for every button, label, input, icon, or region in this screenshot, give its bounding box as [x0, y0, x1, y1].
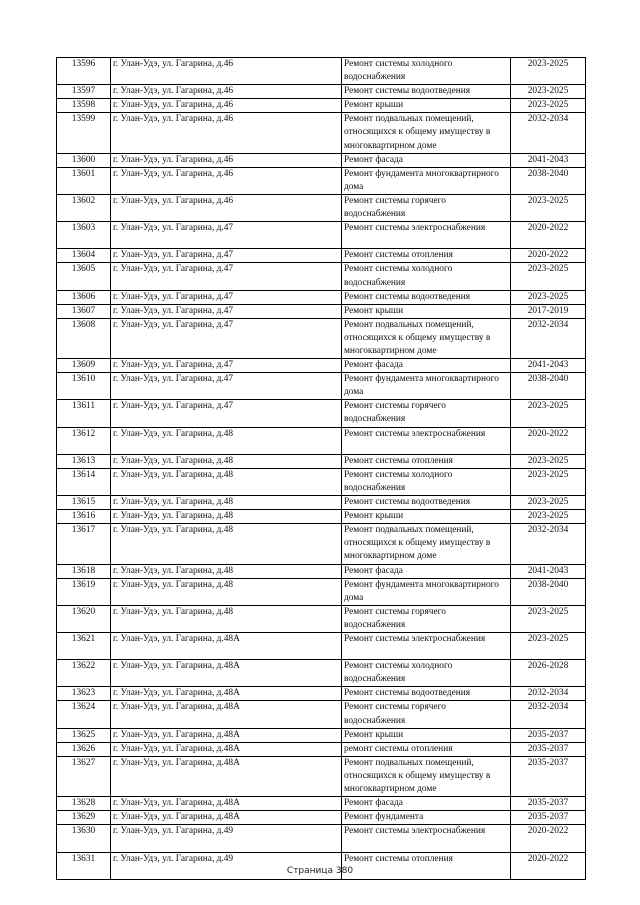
work-type-cell: Ремонт системы водоотведения [342, 85, 511, 99]
work-type-cell: Ремонт подвальных помещений, относящихся к общему имуществу в многоквартирном доме [342, 318, 511, 358]
table-row [57, 632, 586, 659]
table-row [57, 359, 586, 373]
table-body [57, 58, 586, 880]
address-cell: г. Улан-Удэ, ул. Гагарина, д.46 [111, 153, 342, 167]
address-cell: г. Улан-Удэ, ул. Гагарина, д.48 [111, 454, 342, 468]
period-cell: 2023-2025 [511, 290, 586, 304]
address-cell: г. Улан-Удэ, ул. Гагарина, д.48 [111, 605, 342, 632]
work-type-cell: Ремонт системы электроснабжения [342, 222, 511, 249]
table-row [57, 167, 586, 194]
work-type-cell: Ремонт фундамента [342, 811, 511, 825]
address-cell: г. Улан-Удэ, ул. Гагарина, д.48 [111, 524, 342, 564]
work-type-cell: Ремонт крыши [342, 510, 511, 524]
table-row [57, 249, 586, 263]
row-number-cell: 13601 [57, 167, 111, 194]
period-cell: 2023-2025 [511, 85, 586, 99]
address-cell: г. Улан-Удэ, ул. Гагарина, д.48 [111, 468, 342, 495]
row-number-cell: 13620 [57, 605, 111, 632]
table-row [57, 742, 586, 756]
work-type-cell: Ремонт фундамента многоквартирного дома [342, 167, 511, 194]
row-number-cell: 13604 [57, 249, 111, 263]
row-number-cell: 13600 [57, 153, 111, 167]
row-number-cell: 13617 [57, 524, 111, 564]
row-number-cell: 13614 [57, 468, 111, 495]
address-cell: г. Улан-Удэ, ул. Гагарина, д.48А [111, 632, 342, 659]
work-type-cell: Ремонт фундамента многоквартирного дома [342, 578, 511, 605]
repair-schedule-table [56, 57, 586, 880]
address-cell: г. Улан-Удэ, ул. Гагарина, д.48А [111, 728, 342, 742]
period-cell: 2023-2025 [511, 194, 586, 221]
row-number-cell: 13621 [57, 632, 111, 659]
work-type-cell: Ремонт системы холодного водоснабжения [342, 263, 511, 290]
row-number-cell: 13597 [57, 85, 111, 99]
table-row [57, 510, 586, 524]
period-cell: 2041-2043 [511, 359, 586, 373]
address-cell: г. Улан-Удэ, ул. Гагарина, д.46 [111, 167, 342, 194]
period-cell: 2023-2025 [511, 510, 586, 524]
address-cell: г. Улан-Удэ, ул. Гагарина, д.46 [111, 194, 342, 221]
table-row [57, 454, 586, 468]
table-row [57, 58, 586, 85]
table-row [57, 222, 586, 249]
work-type-cell: Ремонт системы отопления [342, 852, 511, 879]
row-number-cell: 13630 [57, 825, 111, 852]
address-cell: г. Улан-Удэ, ул. Гагарина, д.46 [111, 113, 342, 153]
period-cell: 2038-2040 [511, 578, 586, 605]
table-row [57, 728, 586, 742]
row-number-cell: 13631 [57, 852, 111, 879]
address-cell: г. Улан-Удэ, ул. Гагарина, д.48А [111, 660, 342, 687]
work-type-cell: Ремонт системы электроснабжения [342, 825, 511, 852]
address-cell: г. Улан-Удэ, ул. Гагарина, д.48А [111, 756, 342, 796]
table-row [57, 496, 586, 510]
table-row [57, 99, 586, 113]
table-row [57, 373, 586, 400]
period-cell: 2023-2025 [511, 496, 586, 510]
address-cell: г. Улан-Удэ, ул. Гагарина, д.48 [111, 427, 342, 454]
row-number-cell: 13623 [57, 687, 111, 701]
work-type-cell: Ремонт подвальных помещений, относящихся к общему имуществу в многоквартирном доме [342, 524, 511, 564]
work-type-cell: Ремонт системы холодного водоснабжения [342, 660, 511, 687]
table-row [57, 564, 586, 578]
row-number-cell: 13629 [57, 811, 111, 825]
address-cell: г. Улан-Удэ, ул. Гагарина, д.48 [111, 510, 342, 524]
table-row [57, 290, 586, 304]
period-cell: 2038-2040 [511, 167, 586, 194]
work-type-cell: Ремонт системы горячего водоснабжения [342, 605, 511, 632]
address-cell: г. Улан-Удэ, ул. Гагарина, д.46 [111, 85, 342, 99]
address-cell: г. Улан-Удэ, ул. Гагарина, д.48А [111, 742, 342, 756]
work-type-cell: Ремонт крыши [342, 728, 511, 742]
period-cell: 2032-2034 [511, 524, 586, 564]
address-cell: г. Улан-Удэ, ул. Гагарина, д.48 [111, 578, 342, 605]
period-cell: 2035-2037 [511, 728, 586, 742]
work-type-cell: Ремонт системы горячего водоснабжения [342, 400, 511, 427]
period-cell: 2023-2025 [511, 468, 586, 495]
work-type-cell: Ремонт системы холодного водоснабжения [342, 468, 511, 495]
work-type-cell: Ремонт системы горячего водоснабжения [342, 194, 511, 221]
row-number-cell: 13618 [57, 564, 111, 578]
period-cell: 2035-2037 [511, 797, 586, 811]
work-type-cell: Ремонт фасада [342, 359, 511, 373]
address-cell: г. Улан-Удэ, ул. Гагарина, д.47 [111, 263, 342, 290]
table-row [57, 194, 586, 221]
address-cell: г. Улан-Удэ, ул. Гагарина, д.48А [111, 811, 342, 825]
period-cell: 2017-2019 [511, 304, 586, 318]
row-number-cell: 13626 [57, 742, 111, 756]
address-cell: г. Улан-Удэ, ул. Гагарина, д.48А [111, 687, 342, 701]
period-cell: 2020-2022 [511, 852, 586, 879]
address-cell: г. Улан-Удэ, ул. Гагарина, д.47 [111, 400, 342, 427]
table-row [57, 468, 586, 495]
table-row [57, 318, 586, 358]
address-cell: г. Улан-Удэ, ул. Гагарина, д.49 [111, 852, 342, 879]
period-cell: 2038-2040 [511, 373, 586, 400]
table-row [57, 660, 586, 687]
table-row [57, 400, 586, 427]
row-number-cell: 13607 [57, 304, 111, 318]
table-row [57, 605, 586, 632]
period-cell: 2023-2025 [511, 99, 586, 113]
row-number-cell: 13619 [57, 578, 111, 605]
table-row [57, 701, 586, 728]
address-cell: г. Улан-Удэ, ул. Гагарина, д.47 [111, 249, 342, 263]
period-cell: 2035-2037 [511, 742, 586, 756]
work-type-cell: Ремонт крыши [342, 304, 511, 318]
row-number-cell: 13613 [57, 454, 111, 468]
work-type-cell: Ремонт системы отопления [342, 249, 511, 263]
row-number-cell: 13598 [57, 99, 111, 113]
row-number-cell: 13596 [57, 58, 111, 85]
period-cell: 2035-2037 [511, 811, 586, 825]
work-type-cell: ремонт системы отопления [342, 742, 511, 756]
row-number-cell: 13612 [57, 427, 111, 454]
table-row [57, 113, 586, 153]
work-type-cell: Ремонт фундамента многоквартирного дома [342, 373, 511, 400]
period-cell: 2023-2025 [511, 400, 586, 427]
address-cell: г. Улан-Удэ, ул. Гагарина, д.48А [111, 701, 342, 728]
period-cell: 2023-2025 [511, 263, 586, 290]
period-cell: 2023-2025 [511, 605, 586, 632]
work-type-cell: Ремонт системы электроснабжения [342, 632, 511, 659]
table-row [57, 687, 586, 701]
work-type-cell: Ремонт крыши [342, 99, 511, 113]
work-type-cell: Ремонт фасада [342, 153, 511, 167]
period-cell: 2041-2043 [511, 153, 586, 167]
row-number-cell: 13608 [57, 318, 111, 358]
table-row [57, 825, 586, 852]
row-number-cell: 13616 [57, 510, 111, 524]
period-cell: 2020-2022 [511, 249, 586, 263]
work-type-cell: Ремонт системы горячего водоснабжения [342, 701, 511, 728]
period-cell: 2020-2022 [511, 222, 586, 249]
period-cell: 2023-2025 [511, 454, 586, 468]
table-row [57, 85, 586, 99]
row-number-cell: 13624 [57, 701, 111, 728]
address-cell: г. Улан-Удэ, ул. Гагарина, д.47 [111, 222, 342, 249]
row-number-cell: 13627 [57, 756, 111, 796]
period-cell: 2023-2025 [511, 58, 586, 85]
work-type-cell: Ремонт системы холодного водоснабжения [342, 58, 511, 85]
address-cell: г. Улан-Удэ, ул. Гагарина, д.46 [111, 58, 342, 85]
period-cell: 2020-2022 [511, 825, 586, 852]
table-row [57, 797, 586, 811]
work-type-cell: Ремонт фасада [342, 564, 511, 578]
address-cell: г. Улан-Удэ, ул. Гагарина, д.48А [111, 797, 342, 811]
period-cell: 2020-2022 [511, 427, 586, 454]
row-number-cell: 13599 [57, 113, 111, 153]
work-type-cell: Ремонт системы водоотведения [342, 290, 511, 304]
row-number-cell: 13610 [57, 373, 111, 400]
row-number-cell: 13622 [57, 660, 111, 687]
table-row [57, 304, 586, 318]
period-cell: 2026-2028 [511, 660, 586, 687]
address-cell: г. Улан-Удэ, ул. Гагарина, д.47 [111, 290, 342, 304]
table-row [57, 524, 586, 564]
address-cell: г. Улан-Удэ, ул. Гагарина, д.48 [111, 496, 342, 510]
row-number-cell: 13602 [57, 194, 111, 221]
address-cell: г. Улан-Удэ, ул. Гагарина, д.49 [111, 825, 342, 852]
address-cell: г. Улан-Удэ, ул. Гагарина, д.48 [111, 564, 342, 578]
table-row [57, 578, 586, 605]
period-cell: 2032-2034 [511, 318, 586, 358]
work-type-cell: Ремонт фасада [342, 797, 511, 811]
row-number-cell: 13603 [57, 222, 111, 249]
address-cell: г. Улан-Удэ, ул. Гагарина, д.47 [111, 359, 342, 373]
row-number-cell: 13615 [57, 496, 111, 510]
page-number: Страница 380 [286, 866, 354, 876]
address-cell: г. Улан-Удэ, ул. Гагарина, д.47 [111, 304, 342, 318]
table-row [57, 427, 586, 454]
work-type-cell: Ремонт системы водоотведения [342, 496, 511, 510]
period-cell: 2041-2043 [511, 564, 586, 578]
row-number-cell: 13609 [57, 359, 111, 373]
period-cell: 2032-2034 [511, 113, 586, 153]
address-cell: г. Улан-Удэ, ул. Гагарина, д.47 [111, 373, 342, 400]
table-row [57, 756, 586, 796]
table-row [57, 263, 586, 290]
row-number-cell: 13605 [57, 263, 111, 290]
row-number-cell: 13606 [57, 290, 111, 304]
work-type-cell: Ремонт системы электроснабжения [342, 427, 511, 454]
work-type-cell: Ремонт системы отопления [342, 454, 511, 468]
row-number-cell: 13625 [57, 728, 111, 742]
table-row [57, 811, 586, 825]
period-cell: 2023-2025 [511, 632, 586, 659]
period-cell: 2035-2037 [511, 756, 586, 796]
period-cell: 2032-2034 [511, 701, 586, 728]
work-type-cell: Ремонт системы водоотведения [342, 687, 511, 701]
table-row [57, 153, 586, 167]
work-type-cell: Ремонт подвальных помещений, относящихся к общему имуществу в многоквартирном доме [342, 113, 511, 153]
address-cell: г. Улан-Удэ, ул. Гагарина, д.47 [111, 318, 342, 358]
row-number-cell: 13628 [57, 797, 111, 811]
work-type-cell: Ремонт подвальных помещений, относящихся к общему имуществу в многоквартирном доме [342, 756, 511, 796]
address-cell: г. Улан-Удэ, ул. Гагарина, д.46 [111, 99, 342, 113]
row-number-cell: 13611 [57, 400, 111, 427]
period-cell: 2032-2034 [511, 687, 586, 701]
